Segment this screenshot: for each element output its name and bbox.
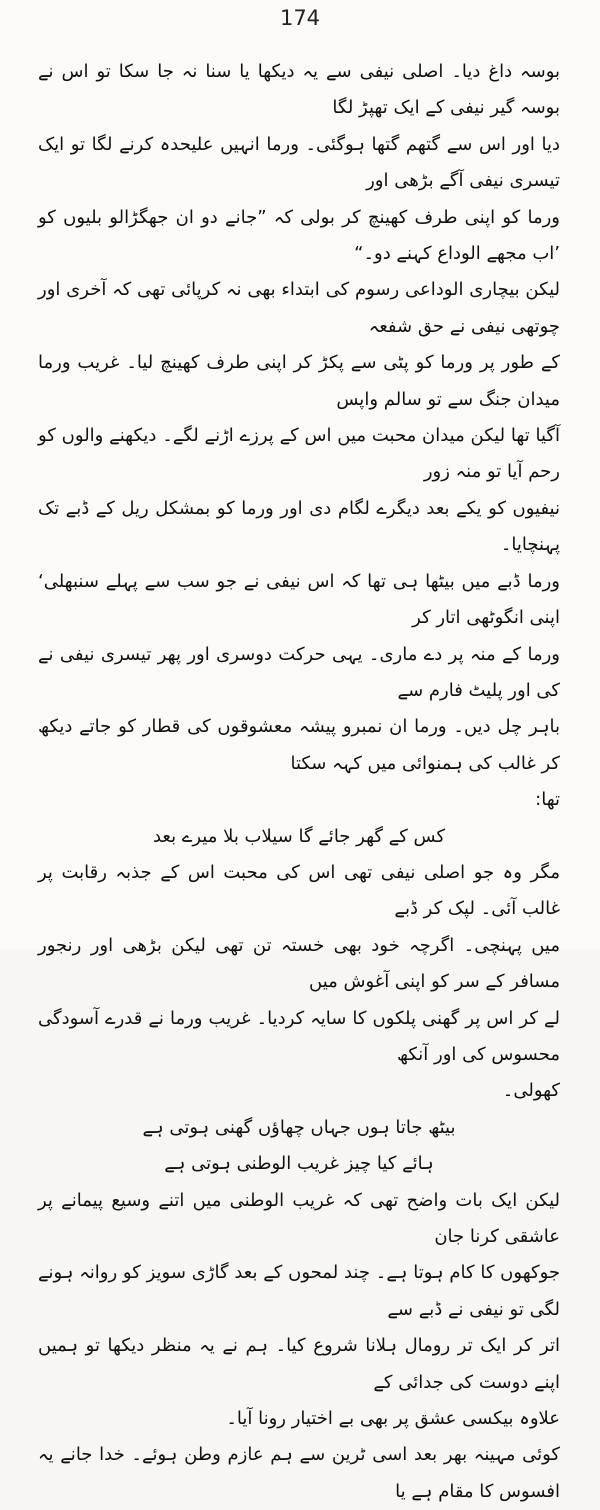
text-line: ورما کے منہ پر دے ماری۔ یہی حرکت دوسری اور پھر تیسری نیفی نے کی اور پلیٹ فارم سے: [38, 643, 560, 701]
text-line: لے کر اس پر گھنی پلکوں کا سایہ کردیا۔ غریب ورما نے قدرے آسودگی محسوس کی اور آنکھ: [38, 1007, 560, 1065]
text-line: آگیا تھا لیکن میدان محبت میں اس کے پرزے اڑنے لگے۔ دیکھنے والوں کو رحم آیا تو منہ زور: [38, 425, 560, 483]
text-line: لیکن بیچاری الوداعی رسوم کی ابتداء بھی نہ کرپائی تھی کہ آخری اور چوتھی نیفی نے حق شفعہ: [38, 279, 560, 337]
text-line: نیفیوں کو یکے بعد دیگرے لگام دی اور ورما کو بمشکل ریل کے ڈبے تک پہنچایا۔: [38, 497, 560, 556]
text-line: کھولی۔: [502, 1080, 560, 1102]
text-line: باہر چل دیں۔ ورما ان نمبرو پیشہ معشوقوں کی قطار کو جاتے دیکھ کر غالب کی ہمنوائی میں کہہ سکتا: [38, 716, 560, 774]
text-line: جوکھوں کا کام ہوتا ہے۔ چند لمحوں کے بعد گاڑی سویز کو روانہ ہونے لگی تو نیفی نے ڈبے سے: [38, 1262, 560, 1320]
text-line: دیا اور اس سے گتھم گتھا ہوگئی۔ ورما انہیں علیحدہ کرنے لگا تو ایک تیسری نیفی آگے بڑھی اور: [38, 133, 560, 192]
page-number: 174: [279, 6, 321, 30]
text-line: ورما ڈبے میں بیٹھا ہی تھا کہ اس نیفی نے جو سب سے پہلے سنبھلی‘ اپنی انگوٹھی اتار کر: [38, 570, 560, 629]
verse-line: ہائے کیا چیز غریب الوطنی ہوتی ہے: [164, 1153, 434, 1175]
verse-line: بیٹھ جاتا ہوں جہاں چھاؤں گھنی ہوتی ہے: [142, 1116, 456, 1138]
text-line: تھا:: [535, 789, 560, 811]
text-line: کوئی مہینہ بھر بعد اسی ٹرین سے ہم عازم وطن ہوئے۔ خدا جانے یہ افسوس کا مقام ہے یا: [38, 1444, 560, 1502]
text-line: مگر وہ جو اصلی نیفی تھی اس کی محبت اس کے جذبہ رقابت پر غالب آئی۔ لپک کر ڈبے: [38, 861, 560, 920]
text-line: علاوہ بیکسی عشق پر بھی بے اختیار رونا آیا۔: [226, 1408, 560, 1430]
text-line: میں پہنچی۔ اگرچہ خود بھی خستہ تن تھی لیکن بڑھی اور رنجور مسافر کے سر کو اپنی آغوش میں: [38, 934, 560, 993]
text-line: ورما کو اپنی طرف کھینچ کر بولی کہ ”جانے دو ان جھگڑالو بلیوں کو ’اب مجھے الوداع کہنے دو۔“: [38, 206, 560, 265]
body-text: [38, 54, 560, 1510]
verse-line: کس کے گھر جائے گا سیلاب بلا میرے بعد: [152, 825, 446, 847]
text-line: بوسہ داغ دیا۔ اصلی نیفی سے یہ دیکھا یا سنا نہ جا سکا تو اس نے بوسہ گیر نیفی کے ایک تھپڑ لگا: [38, 61, 560, 119]
text-line: اتر کر ایک تر رومال ہلانا شروع کیا۔ ہم نے یہ منظر دیکھا تو ہمیں اپنے دوست کی جدائی کے: [38, 1335, 560, 1393]
text-line: کے طور پر ورما کو پٹی سے پکڑ کر اپنی طرف کھینچ لیا۔ غریب ورما میدان جنگ سے تو سالم واپس: [38, 352, 560, 410]
text-line: لیکن ایک بات واضح تھی کہ غریب الوطنی میں اتنے وسیع پیمانے پر عاشقی کرنا جان: [38, 1189, 560, 1247]
